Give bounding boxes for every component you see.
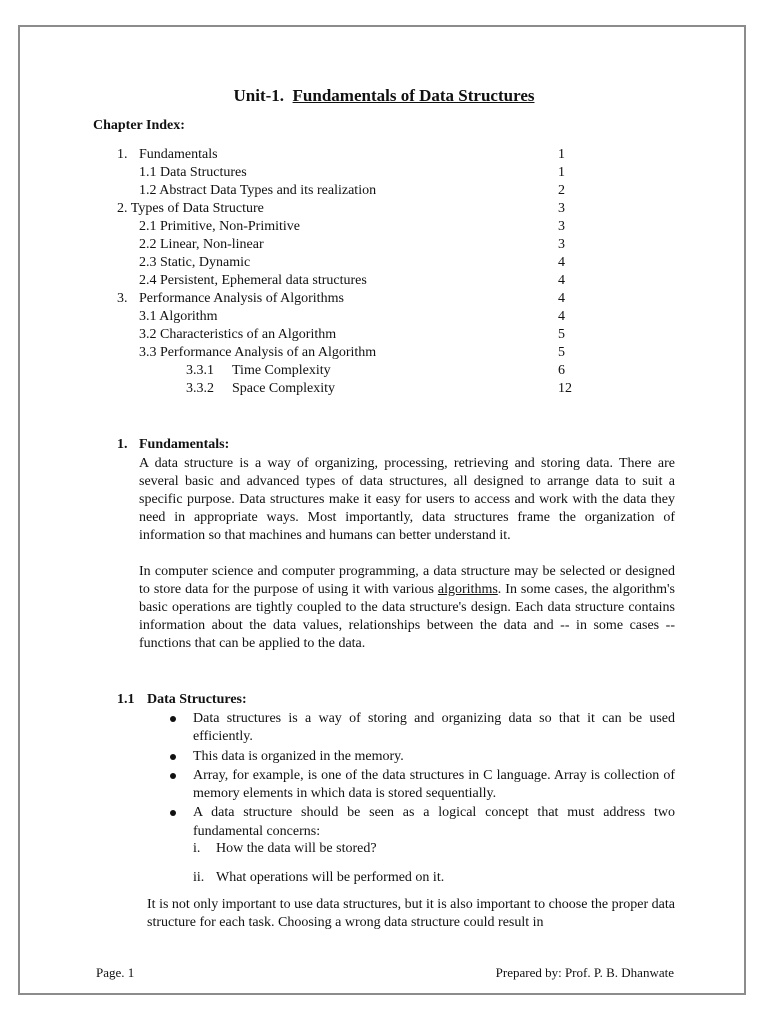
- toc-entry-title: 3.2 Characteristics of an Algorithm: [139, 327, 337, 342]
- toc-entry-title: 2.3 Static, Dynamic: [139, 255, 251, 270]
- toc-entry-title: 1.2 Abstract Data Types and its realization: [139, 183, 377, 198]
- sub-item-number: i.: [193, 841, 201, 856]
- toc-entry-title: Fundamentals: [139, 147, 218, 162]
- page-title: [0, 86, 768, 106]
- list-item: A data structure should be seen as a logical concept that must address two fundamental concerns:: [163, 804, 675, 841]
- toc-entry-title: 2.2 Linear, Non-linear: [139, 237, 264, 252]
- para2-text-before: In computer science and computer programming, a data structure may be selected or designed to store data for the purpose of using it with various: [139, 564, 675, 597]
- list-item: Array, for example, is one of the data structures in C language. Array is collection of memory elements in which data is stored sequentially.: [163, 767, 675, 804]
- toc-entry: [0, 182, 768, 200]
- toc-entry-number: 1.: [117, 147, 128, 162]
- section-1-1-number: 1.1: [117, 692, 135, 707]
- toc-entry-page: 3: [558, 201, 565, 216]
- toc-entry-title: Space Complexity: [232, 381, 336, 396]
- toc-entry: [0, 218, 768, 236]
- list-item: Data structures is a way of storing and organizing data so that it can be used efficiently.: [163, 710, 675, 747]
- toc-entry: [0, 272, 768, 290]
- toc-entry-page: 2: [558, 183, 565, 198]
- toc-entry: [0, 344, 768, 362]
- toc-entry: [0, 236, 768, 254]
- toc-entry-title: 2.4 Persistent, Ephemeral data structures: [139, 273, 367, 288]
- toc-entry: [0, 362, 768, 380]
- toc-entry: [0, 308, 768, 326]
- section-1-number: 1.: [117, 437, 128, 452]
- section-1-paragraph-2: [139, 563, 675, 653]
- toc-entry: [0, 380, 768, 398]
- para2-text-after: . In some cases, the algorithm's basic operations are tightly coupled to the data structure's design. Each data structure contains information about the data values, relationships between the data and -- in some cases -- functions that can be applied to the data.: [139, 582, 675, 651]
- sub-item-text: How the data will be stored?: [216, 841, 377, 856]
- chapter-index-heading: Chapter Index:: [93, 118, 185, 133]
- toc-entry-page: 5: [558, 345, 565, 360]
- toc-entry: [0, 254, 768, 272]
- list-item: This data is organized in the memory.: [163, 748, 675, 766]
- toc-entry-page: 5: [558, 327, 565, 342]
- toc-entry-page: 6: [558, 363, 565, 378]
- toc-entry: [0, 146, 768, 164]
- section-1-paragraph-1: A data structure is a way of organizing, processing, retrieving and storing data. There are several basic and advanced types of data structures, all designed to arrange data to suit a specific purpose. Data structures make it easy for users to access and work with the data they need in appropriate ways. Most importantly, data structures frame the organization of information so that machines and humans can better understand it.: [139, 456, 675, 543]
- toc-entry-number: 3.3.1: [186, 363, 214, 378]
- toc-entry: [0, 326, 768, 344]
- toc-entry-title: Performance Analysis of Algorithms: [139, 291, 344, 306]
- toc-entry-page: 1: [558, 165, 565, 180]
- toc-entry-page: 3: [558, 219, 565, 234]
- toc-entry-title: Time Complexity: [232, 363, 331, 378]
- toc-entry-page: 4: [558, 255, 565, 270]
- section-1-1-closing-paragraph: It is not only important to use data structures, but it is also important to choose the proper data structure for each task. Choosing a wrong data structure could result in: [147, 897, 675, 930]
- toc-entry-number: 3.: [117, 291, 128, 306]
- toc-entry-page: 4: [558, 291, 565, 306]
- footer-page-number: Page. 1: [96, 965, 135, 980]
- toc-entry-page: 3: [558, 237, 565, 252]
- algorithms-link[interactable]: algorithms: [437, 582, 498, 597]
- toc-entry: [0, 200, 768, 218]
- section-1-1-heading: Data Structures:: [147, 692, 247, 707]
- toc-entry: [0, 290, 768, 308]
- toc-entry: [0, 164, 768, 182]
- toc-entry-title: 1.1 Data Structures: [139, 165, 247, 180]
- title-prefix: Unit-1.: [233, 86, 285, 105]
- toc-entry-page: 4: [558, 273, 565, 288]
- toc-entry-page: 4: [558, 309, 565, 324]
- toc-entry-page: 12: [558, 381, 572, 396]
- toc-entry-title: 3.1 Algorithm: [139, 309, 218, 324]
- footer-author: Prepared by: Prof. P. B. Dhanwate: [495, 965, 674, 980]
- toc-entry-page: 1: [558, 147, 565, 162]
- toc-entry-number: 3.3.2: [186, 381, 214, 396]
- title-main: Fundamentals of Data Structures: [292, 86, 535, 105]
- data-structure-bullets: [163, 710, 675, 842]
- toc-entry-title: 3.3 Performance Analysis of an Algorithm: [139, 345, 377, 360]
- sub-item-number: ii.: [193, 870, 205, 885]
- toc-entry-title: 2.1 Primitive, Non-Primitive: [139, 219, 300, 234]
- section-1-heading: Fundamentals:: [139, 437, 230, 452]
- sub-item-text: What operations will be performed on it.: [216, 870, 445, 885]
- toc-entry-title: 2. Types of Data Structure: [117, 201, 264, 216]
